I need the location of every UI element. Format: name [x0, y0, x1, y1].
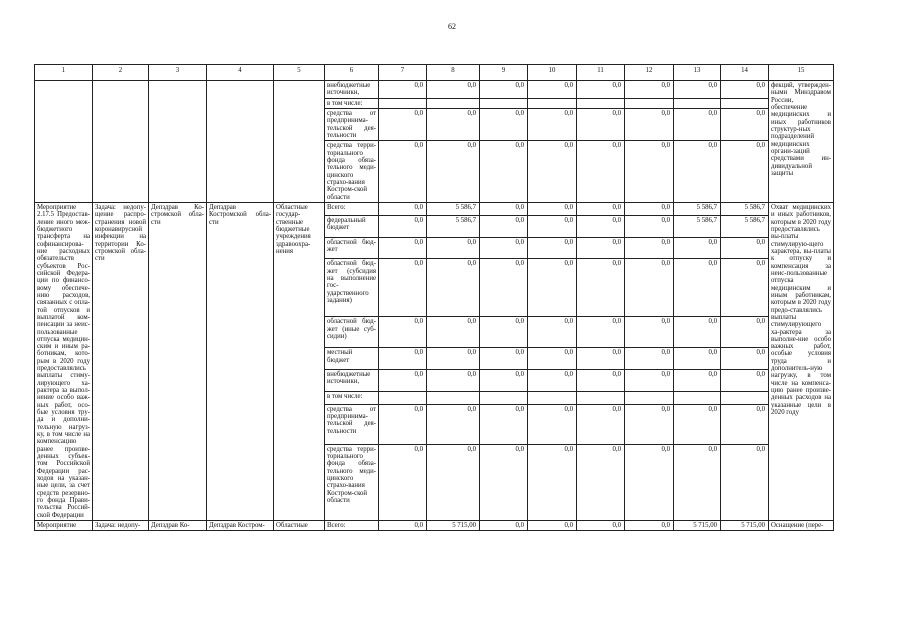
column-number-8: 8 — [427, 65, 480, 81]
value-cell: 0,0 — [480, 259, 528, 317]
value-cell: 0,0 — [674, 141, 721, 203]
value-cell: 0,0 — [379, 81, 427, 99]
value-cell: 0,0 — [577, 108, 625, 140]
program-table — [34, 64, 834, 531]
value-cell: 0,0 — [528, 444, 577, 520]
value-cell: 0,0 — [379, 521, 427, 531]
co-executor: Депздрав Костромской обла-сти — [207, 202, 274, 520]
value-cell: 0,0 — [577, 237, 625, 259]
value-cell: 0,0 — [577, 444, 625, 520]
value-cell: 0,0 — [625, 237, 674, 259]
value-cell — [528, 98, 577, 108]
value-cell: 0,0 — [528, 237, 577, 259]
result-description: Оснащение (пере- — [769, 521, 834, 531]
column-number-3: 3 — [149, 65, 207, 81]
value-cell: 0,0 — [480, 370, 528, 392]
column-number-6: 6 — [325, 65, 379, 81]
value-cell: 0,0 — [577, 141, 625, 203]
value-cell: 5 586,7 — [674, 215, 721, 237]
empty-cell — [35, 81, 93, 203]
value-cell: 0,0 — [721, 81, 769, 99]
column-number-12: 12 — [625, 65, 674, 81]
value-cell — [674, 98, 721, 108]
value-cell: 0,0 — [379, 404, 427, 444]
value-cell: 0,0 — [528, 81, 577, 99]
table-row — [35, 81, 834, 99]
value-cell: 0,0 — [379, 202, 427, 215]
value-cell — [625, 391, 674, 404]
value-cell: 0,0 — [379, 444, 427, 520]
column-number-2: 2 — [93, 65, 149, 81]
funding-source-label: Всего: — [325, 521, 379, 531]
funding-source-label: внебюджетные источники, — [325, 81, 379, 99]
value-cell: 0,0 — [528, 259, 577, 317]
column-number-1: 1 — [35, 65, 93, 81]
value-cell — [721, 98, 769, 108]
value-cell: 0,0 — [528, 348, 577, 370]
column-number-4: 4 — [207, 65, 274, 81]
partial-cell: Депздрав Костром- — [207, 521, 274, 531]
funding-source-label: областной бюд-жет (субсидия на выполнение гос-ударственного задания) — [325, 259, 379, 317]
value-cell: 0,0 — [427, 404, 480, 444]
value-cell: 0,0 — [480, 404, 528, 444]
value-cell: 0,0 — [577, 521, 625, 531]
value-cell: 0,0 — [625, 404, 674, 444]
funding-source-label: средства терри-ториального фонда обяза-тельного меди-цинского страхо-вания Костром-ской области — [325, 141, 379, 203]
value-cell: 0,0 — [528, 317, 577, 348]
value-cell: 5 586,7 — [721, 215, 769, 237]
value-cell: 0,0 — [528, 404, 577, 444]
value-cell: 0,0 — [625, 141, 674, 203]
value-cell — [379, 391, 427, 404]
value-cell: 0,0 — [674, 108, 721, 140]
value-cell: 0,0 — [625, 202, 674, 215]
value-cell: 0,0 — [625, 348, 674, 370]
value-cell: 0,0 — [625, 108, 674, 140]
value-cell: 0,0 — [480, 108, 528, 140]
value-cell: 0,0 — [528, 202, 577, 215]
value-cell: 0,0 — [674, 370, 721, 392]
funding-source-label: внебюджетные источники, — [325, 370, 379, 392]
value-cell — [480, 391, 528, 404]
value-cell: 5 715,00 — [427, 521, 480, 531]
value-cell: 5 715,00 — [674, 521, 721, 531]
value-cell — [379, 98, 427, 108]
value-cell: 0,0 — [721, 108, 769, 140]
funding-source-label: областной бюд-жет — [325, 237, 379, 259]
value-cell: 0,0 — [528, 141, 577, 203]
value-cell: 0,0 — [625, 370, 674, 392]
value-cell: 0,0 — [480, 81, 528, 99]
value-cell: 0,0 — [379, 317, 427, 348]
value-cell: 0,0 — [427, 370, 480, 392]
value-cell — [528, 391, 577, 404]
task-text: Задача: недопу-щение распро-странения новой коронавирусной инфекции на территории Ко-стромской обла-сти — [93, 202, 149, 520]
funding-source-label: федеральный бюджет — [325, 215, 379, 237]
value-cell: 0,0 — [379, 348, 427, 370]
value-cell: 0,0 — [427, 259, 480, 317]
result-description: Охват медицинских и иных работников, которым в 2020 году предоставлялись вы-платы стимулирую-щего характера, вы-платы к отпуску и компенсация за неис-пользованные отпуска медицинским и иным работникам, которым в 2020 году предо-ставлялись выплаты стимулирующего ха-рактера за выполне-ние особо важных работ, особые условия труда и дополнитель-ную нагрузку, в том числе на компенса-цию ранее произве-денных расходов на указанные цели в 2020 году — [769, 202, 834, 520]
value-cell: 5 586,7 — [674, 202, 721, 215]
value-cell: 0,0 — [721, 237, 769, 259]
value-cell — [427, 98, 480, 108]
value-cell: 0,0 — [674, 259, 721, 317]
participants: Областные государ-ственные бюджетные учреждения здравоохра-нения — [274, 202, 325, 520]
value-cell: 0,0 — [674, 348, 721, 370]
responsible-executor: Депздрав Ко-стромской обла-сти — [149, 202, 207, 520]
result-description: фекций, утвержден-ными Минздравом России, обеспечение медицинских и иных работников структур-ных подразделений медицинских органи-заций средствами ин-дивидуальной защиты — [769, 81, 834, 203]
value-cell: 0,0 — [625, 521, 674, 531]
funding-source-label: средства от предпринима-тельской дея-тельности — [325, 108, 379, 140]
funding-source-label: Всего: — [325, 202, 379, 215]
empty-cell — [207, 81, 274, 203]
value-cell: 0,0 — [528, 215, 577, 237]
page-number: 62 — [448, 22, 456, 31]
value-cell — [625, 98, 674, 108]
value-cell: 0,0 — [427, 141, 480, 203]
value-cell: 0,0 — [721, 317, 769, 348]
partial-cell: Мероприятие — [35, 521, 93, 531]
value-cell: 0,0 — [379, 259, 427, 317]
column-number-11: 11 — [577, 65, 625, 81]
funding-source-label: средства от предпринима-тельской дея-тельности — [325, 404, 379, 444]
value-cell: 0,0 — [480, 141, 528, 203]
value-cell: 0,0 — [577, 317, 625, 348]
funding-source-label: в том числе: — [325, 391, 379, 404]
value-cell — [577, 391, 625, 404]
value-cell: 0,0 — [625, 317, 674, 348]
value-cell: 0,0 — [577, 202, 625, 215]
value-cell: 0,0 — [721, 404, 769, 444]
value-cell — [480, 98, 528, 108]
value-cell: 0,0 — [427, 108, 480, 140]
partial-cell: Депздрав Ко- — [149, 521, 207, 531]
funding-source-label: в том числе: — [325, 98, 379, 108]
value-cell: 5 586,7 — [427, 215, 480, 237]
value-cell: 0,0 — [577, 81, 625, 99]
table-row — [35, 202, 834, 215]
value-cell: 0,0 — [427, 237, 480, 259]
value-cell: 0,0 — [674, 404, 721, 444]
value-cell: 0,0 — [577, 348, 625, 370]
value-cell: 0,0 — [480, 202, 528, 215]
funding-source-label: местный бюджет — [325, 348, 379, 370]
value-cell: 0,0 — [577, 259, 625, 317]
empty-cell — [274, 81, 325, 203]
value-cell: 0,0 — [674, 444, 721, 520]
value-cell — [427, 391, 480, 404]
value-cell — [674, 391, 721, 404]
value-cell: 0,0 — [625, 259, 674, 317]
column-number-row — [35, 65, 834, 81]
value-cell: 0,0 — [427, 317, 480, 348]
column-number-5: 5 — [274, 65, 325, 81]
empty-cell — [149, 81, 207, 203]
value-cell: 0,0 — [427, 81, 480, 99]
value-cell: 0,0 — [577, 370, 625, 392]
value-cell: 0,0 — [625, 444, 674, 520]
value-cell: 0,0 — [480, 348, 528, 370]
value-cell: 0,0 — [625, 81, 674, 99]
value-cell: 0,0 — [721, 141, 769, 203]
value-cell: 0,0 — [480, 237, 528, 259]
value-cell: 0,0 — [427, 444, 480, 520]
value-cell: 0,0 — [480, 317, 528, 348]
value-cell: 0,0 — [528, 521, 577, 531]
value-cell: 5 586,7 — [427, 202, 480, 215]
value-cell: 0,0 — [528, 108, 577, 140]
value-cell: 0,0 — [379, 370, 427, 392]
value-cell: 0,0 — [721, 348, 769, 370]
value-cell: 0,0 — [674, 237, 721, 259]
value-cell: 0,0 — [577, 404, 625, 444]
value-cell: 0,0 — [480, 215, 528, 237]
funding-source-label: средства терри-ториального фонда обяза-тельного меди-цинского страхо-вания Костром-ской области — [325, 444, 379, 520]
value-cell: 0,0 — [721, 259, 769, 317]
value-cell: 0,0 — [379, 108, 427, 140]
measure-name: Мероприятие 2.17.5 Предостав-ление иного меж-бюджетного трансферта на софинансирова-ние расходных обязательств субъектов Рос-сийской Федера-ции по финансо-вому обеспече-нию расходов, связанных с опла-той отпусков и выплатой ком-пенсации за неис-пользованные отпуска медицин-ским и иным ра-ботникам, кото-рым в 2020 году предоставлялись выплаты стиму-лирующего ха-рактера за выпол-нение особо важ-ных работ, осо-бые условия тру-да и дополни-тельную нагруз-ку, в том числе на компенсацию ранее произве-денных субъек-том Российской Федерации рас-ходов на указан-ные цели, за счет средств резервно-го фонда Прави-тельства Россий-ской Федерации — [35, 202, 93, 520]
value-cell: 0,0 — [379, 237, 427, 259]
value-cell: 0,0 — [379, 141, 427, 203]
value-cell: 0,0 — [721, 370, 769, 392]
column-number-14: 14 — [721, 65, 769, 81]
column-number-7: 7 — [379, 65, 427, 81]
value-cell: 5 715,00 — [721, 521, 769, 531]
column-number-13: 13 — [674, 65, 721, 81]
value-cell: 0,0 — [674, 317, 721, 348]
value-cell: 5 586,7 — [721, 202, 769, 215]
value-cell: 0,0 — [427, 348, 480, 370]
table-row — [35, 521, 834, 531]
value-cell: 0,0 — [480, 521, 528, 531]
value-cell — [721, 391, 769, 404]
value-cell: 0,0 — [721, 444, 769, 520]
value-cell: 0,0 — [577, 215, 625, 237]
funding-source-label: областной бюд-жет (иные суб-сидии) — [325, 317, 379, 348]
column-number-10: 10 — [528, 65, 577, 81]
value-cell — [577, 98, 625, 108]
value-cell: 0,0 — [480, 444, 528, 520]
value-cell: 0,0 — [625, 215, 674, 237]
value-cell: 0,0 — [528, 370, 577, 392]
value-cell: 0,0 — [379, 215, 427, 237]
column-number-15: 15 — [769, 65, 834, 81]
value-cell: 0,0 — [674, 81, 721, 99]
partial-cell: Областные — [274, 521, 325, 531]
empty-cell — [93, 81, 149, 203]
column-number-9: 9 — [480, 65, 528, 81]
partial-cell: Задача: недопу- — [93, 521, 149, 531]
